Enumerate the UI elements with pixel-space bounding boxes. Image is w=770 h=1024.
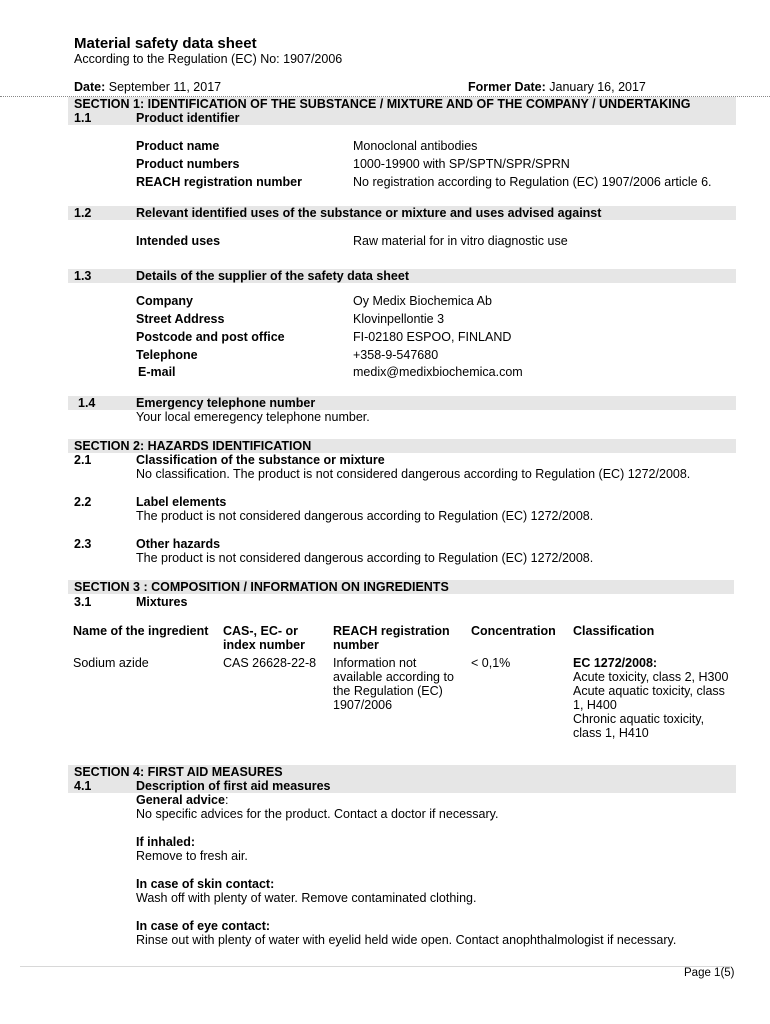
telephone-value: +358-9-547680 <box>353 348 439 362</box>
former-date-value: January 16, 2017 <box>549 80 646 94</box>
emergency-phone-text: Your local emeregency telephone number. <box>136 410 370 424</box>
page-number: Page 1(5) <box>684 967 735 979</box>
general-advice-text: No specific advices for the product. Contact a doctor if necessary. <box>136 807 499 821</box>
subsection-1-1-number: 1.1 <box>74 111 92 125</box>
email-label: E-mail <box>138 365 176 379</box>
subsection-1-1-heading: Product identifier <box>136 111 240 125</box>
cell-cas: CAS 26628-22-8 <box>223 656 317 670</box>
product-numbers-value: 1000-19900 with SP/SPTN/SPR/SPRN <box>353 157 570 171</box>
email-value: medix@medixbiochemica.com <box>353 365 523 379</box>
subsection-1-3-number: 1.3 <box>74 269 92 283</box>
subsection-3-1-heading: Mixtures <box>136 595 188 609</box>
classification-line: Chronic aquatic toxicity, class 1, H410 <box>573 712 705 740</box>
street-value: Klovinpellontie 3 <box>353 312 445 326</box>
general-advice-heading <box>136 793 228 807</box>
subsection-2-1-heading: Classification of the substance or mixture <box>136 453 385 467</box>
subsection-4-1-heading: Description of first aid measures <box>136 779 331 793</box>
classification-heading: EC 1272/2008: <box>573 656 658 670</box>
if-inhaled-text: Remove to fresh air. <box>136 849 248 863</box>
col-header-ingredient: Name of the ingredient <box>73 624 209 638</box>
reach-number-value: No registration according to Regulation (EC) 1907/2006 article 6. <box>353 175 712 189</box>
section-3-heading: SECTION 3 : COMPOSITION / INFORMATION ON INGREDIENTS <box>74 580 449 594</box>
other-hazards-text: The product is not considered dangerous according to Regulation (EC) 1272/2008. <box>136 551 594 565</box>
eye-contact-heading: In case of eye contact: <box>136 919 271 933</box>
company-label: Company <box>136 294 193 308</box>
skin-contact-text: Wash off with plenty of water. Remove contaminated clothing. <box>136 891 477 905</box>
former-date-label: Former Date: <box>468 80 546 94</box>
reach-number-label: REACH registration number <box>136 175 302 189</box>
product-numbers-label: Product numbers <box>136 157 240 171</box>
subsection-1-2-number: 1.2 <box>74 206 92 220</box>
regulation-subtitle: According to the Regulation (EC) No: 1907/2006 <box>74 52 343 66</box>
subsection-1-4-number: 1.4 <box>78 396 96 410</box>
section-2-heading: SECTION 2: HAZARDS IDENTIFICATION <box>74 439 312 453</box>
general-advice-colon: : <box>224 793 229 807</box>
product-name-label: Product name <box>136 139 220 153</box>
company-value: Oy Medix Biochemica Ab <box>353 294 492 308</box>
subsection-2-2-number: 2.2 <box>74 495 92 509</box>
street-label: Street Address <box>136 312 225 326</box>
section-1-heading: SECTION 1: IDENTIFICATION OF THE SUBSTANCE / MIXTURE AND OF THE COMPANY / UNDERTAKING <box>74 97 691 111</box>
classification-text: No classification. The product is not considered dangerous according to Regulation (EC) 1272/2008. <box>136 467 691 481</box>
subsection-2-1-number: 2.1 <box>74 453 92 467</box>
subsection-2-3-heading: Other hazards <box>136 537 221 551</box>
postcode-value: FI-02180 ESPOO, FINLAND <box>353 330 512 344</box>
cell-ingredient: Sodium azide <box>73 656 149 670</box>
if-inhaled-heading: If inhaled: <box>136 835 196 849</box>
table-header-row <box>68 622 734 654</box>
label-elements-text: The product is not considered dangerous according to Regulation (EC) 1272/2008. <box>136 509 594 523</box>
intended-uses-value: Raw material for in vitro diagnostic use <box>353 234 568 248</box>
intended-uses-label: Intended uses <box>136 234 221 248</box>
document-title: Material safety data sheet <box>74 35 257 52</box>
col-header-cas: CAS-, EC- or index number <box>223 624 305 652</box>
classification-line: Acute toxicity, class 2, H300 <box>573 670 729 684</box>
former-date-line <box>468 80 646 94</box>
classification-line: Acute aquatic toxicity, class 1, H400 <box>573 684 725 712</box>
eye-contact-text: Rinse out with plenty of water with eyelid held wide open. Contact anophthalmologist if necessary. <box>136 933 677 947</box>
date-label: Date: <box>74 80 106 94</box>
general-advice-label: General advice <box>136 793 225 807</box>
telephone-label: Telephone <box>136 348 198 362</box>
subsection-4-1-number: 4.1 <box>74 779 92 793</box>
subsection-2-3-number: 2.3 <box>74 537 92 551</box>
date-value: September 11, 2017 <box>108 80 222 94</box>
table-row <box>68 654 734 742</box>
col-header-concentration: Concentration <box>471 624 556 638</box>
subsection-1-2-heading: Relevant identified uses of the substance or mixture and uses advised against <box>136 206 602 220</box>
section-4-heading: SECTION 4: FIRST AID MEASURES <box>74 765 283 779</box>
footer-divider <box>20 966 732 967</box>
subsection-2-2-heading: Label elements <box>136 495 227 509</box>
cell-reach: Information not available according to the Regulation (EC) 1907/2006 <box>333 656 454 712</box>
ingredients-table <box>68 622 734 742</box>
subsection-3-1-number: 3.1 <box>74 595 92 609</box>
cell-classification <box>568 654 734 742</box>
col-header-reach: REACH registration number <box>333 624 450 652</box>
cell-concentration: < 0,1% <box>471 656 511 670</box>
subsection-1-3-heading: Details of the supplier of the safety data sheet <box>136 269 409 283</box>
col-header-classification: Classification <box>573 624 655 638</box>
subsection-1-4-heading: Emergency telephone number <box>136 396 316 410</box>
product-name-value: Monoclonal antibodies <box>353 139 478 153</box>
skin-contact-heading: In case of skin contact: <box>136 877 275 891</box>
date-line <box>74 80 221 94</box>
postcode-label: Postcode and post office <box>136 330 285 344</box>
